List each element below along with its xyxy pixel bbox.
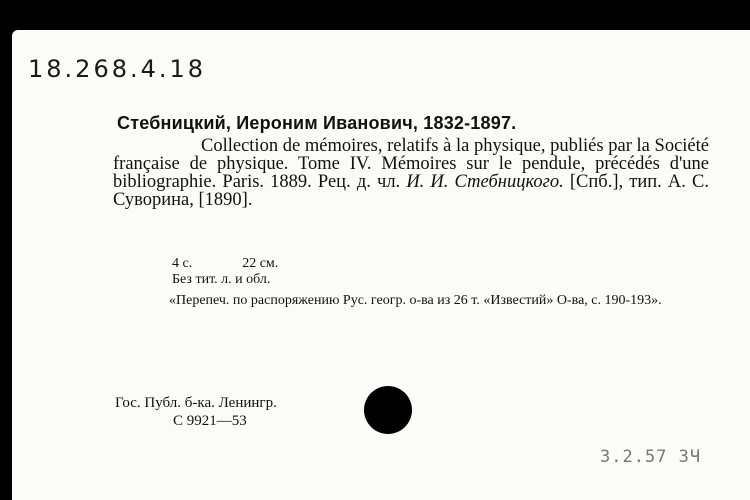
reprint-note: «Перепеч. по распоряжению Рус. геогр. о-ва из 26 т. «Известий» О-ва, с. 190-193». (169, 293, 662, 308)
holding-library: Гос. Публ. б-ка. Ленингр. (115, 395, 277, 411)
title-page-note: Без тит. л. и обл. (172, 272, 271, 287)
holding-info (115, 394, 277, 430)
date-stamp: 3.2.57 ЗЧ (600, 447, 702, 467)
title-description (113, 137, 709, 209)
physical-description (172, 256, 278, 272)
pages: 4 с. (172, 256, 193, 271)
call-number: 18.268.4.18 (28, 55, 207, 83)
holding-code: С 9921—53 (173, 413, 247, 429)
imprint: [Спб.], тип. А. С. Суворина, [1890]. (113, 172, 709, 210)
size: 22 см. (242, 256, 279, 271)
punch-hole (364, 386, 412, 434)
title-intro: Collection de mémoires, relatifs à la physique, publiés par la Société française de physique. Tome IV. Mémoires sur le pendule, précédés d'une bibliographie. Paris. 1889. Рец. д. чл. (113, 136, 709, 192)
reviewer-name: И. И. Стебницкого. (406, 172, 564, 192)
author-heading: Стебницкий, Иероним Иванович, 1832-1897. (117, 113, 517, 133)
